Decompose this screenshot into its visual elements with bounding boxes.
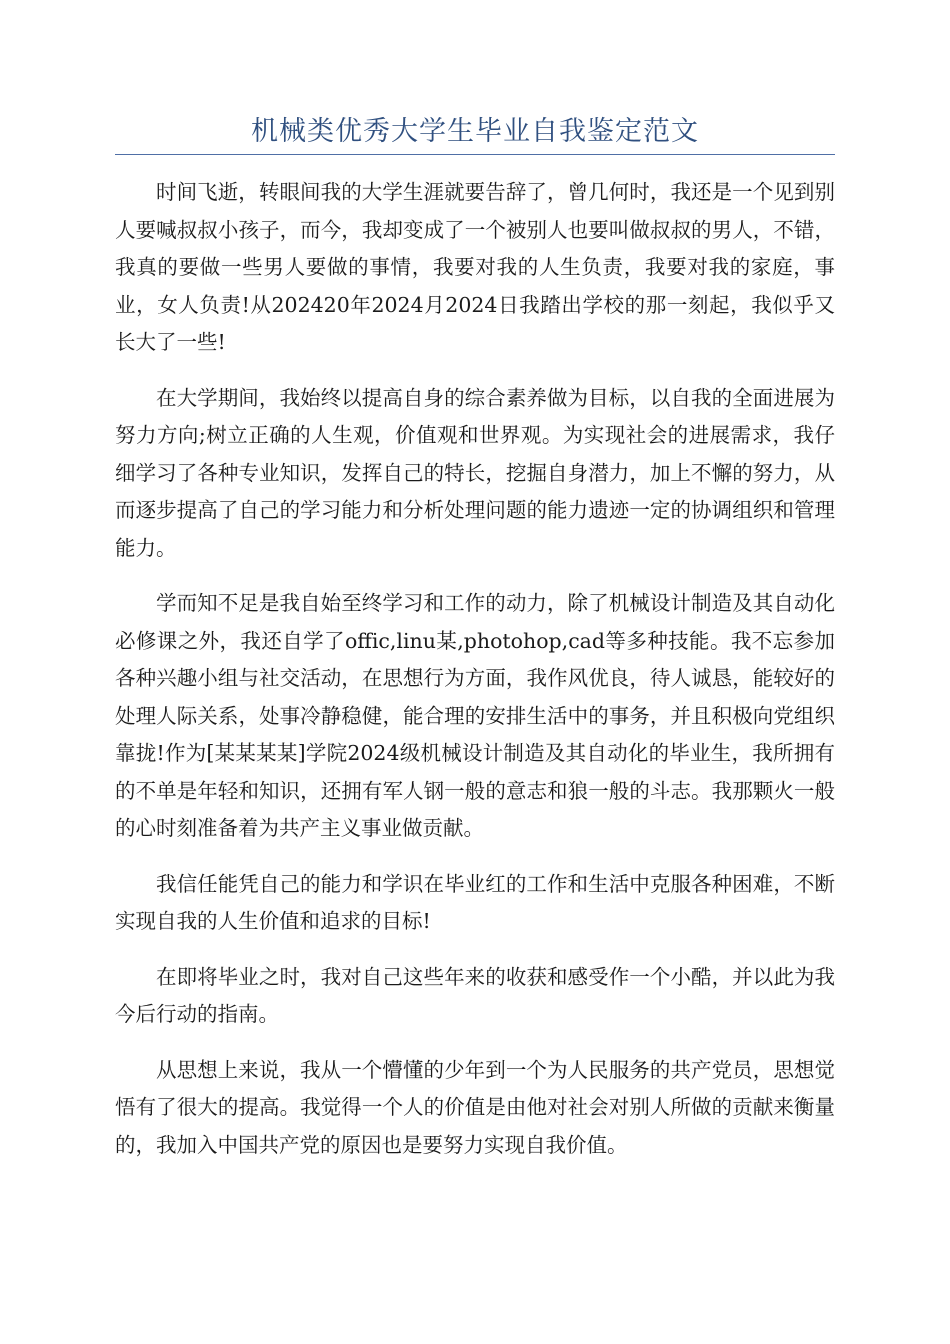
document-body [115, 174, 835, 1182]
document-title: 机械类优秀大学生毕业自我鉴定范文 [251, 116, 699, 147]
paragraph-5: 在即将毕业之时，我对自己这些年来的收获和感受作一个小酷，并以此为我今后行动的指南。 [115, 964, 835, 1026]
paragraph-2: 在大学期间，我始终以提高自身的综合素养做为目标，以自我的全面进展为努力方向;树立正确的人生观，价值观和世界观。为实现社会的进展需求，我仔细学习了各种专业知识，发挥自己的特长，挖掘自身潜力，加上不懈的努力，从而逐步提高了自己的学习能力和分析处理问题的能力遗迹一定的协调组织和管理能力。 [115, 385, 835, 560]
paragraph-3: 学而知不足是我自始至终学习和工作的动力，除了机械设计制造及其自动化必修课之外，我还自学了offic,linu某,photohop,cad等多种技能。我不忘参加各种兴趣小组与社交活动，在思想行为方面，我作风优良，待人诚恳，能较好的处理人际关系，处事冷静稳健，能合理的安排生活中的事务，并且积极向党组织靠拢!作为[某某某某]学院2024级机械设计制造及其自动化的毕业生，我所拥有的不单是年轻和知识，还拥有军人钢一般的意志和狼一般的斗志。我那颗火一般的心时刻准备着为共产主义事业做贡献。 [115, 591, 835, 840]
title-underline [115, 154, 835, 155]
paragraph-6: 从思想上来说，我从一个懵懂的少年到一个为人民服务的共产党员，思想觉悟有了很大的提高。我觉得一个人的价值是由他对社会对别人所做的贡献来衡量的，我加入中国共产党的原因也是要努力实现自我价值。 [115, 1057, 835, 1157]
paragraph-1: 时间飞逝，转眼间我的大学生涯就要告辞了，曾几何时，我还是一个见到别人要喊叔叔小孩子，而今，我却变成了一个被别人也要叫做叔叔的男人，不错，我真的要做一些男人要做的事情，我要对我的人生负责，我要对我的家庭，事业，女人负责!从202420年2024月2024日我踏出学校的那一刻起，我似乎又长大了一些! [115, 180, 835, 354]
paragraph-4: 我信任能凭自己的能力和学识在毕业红的工作和生活中克服各种困难，不断实现自我的人生价值和追求的目标! [115, 871, 835, 933]
